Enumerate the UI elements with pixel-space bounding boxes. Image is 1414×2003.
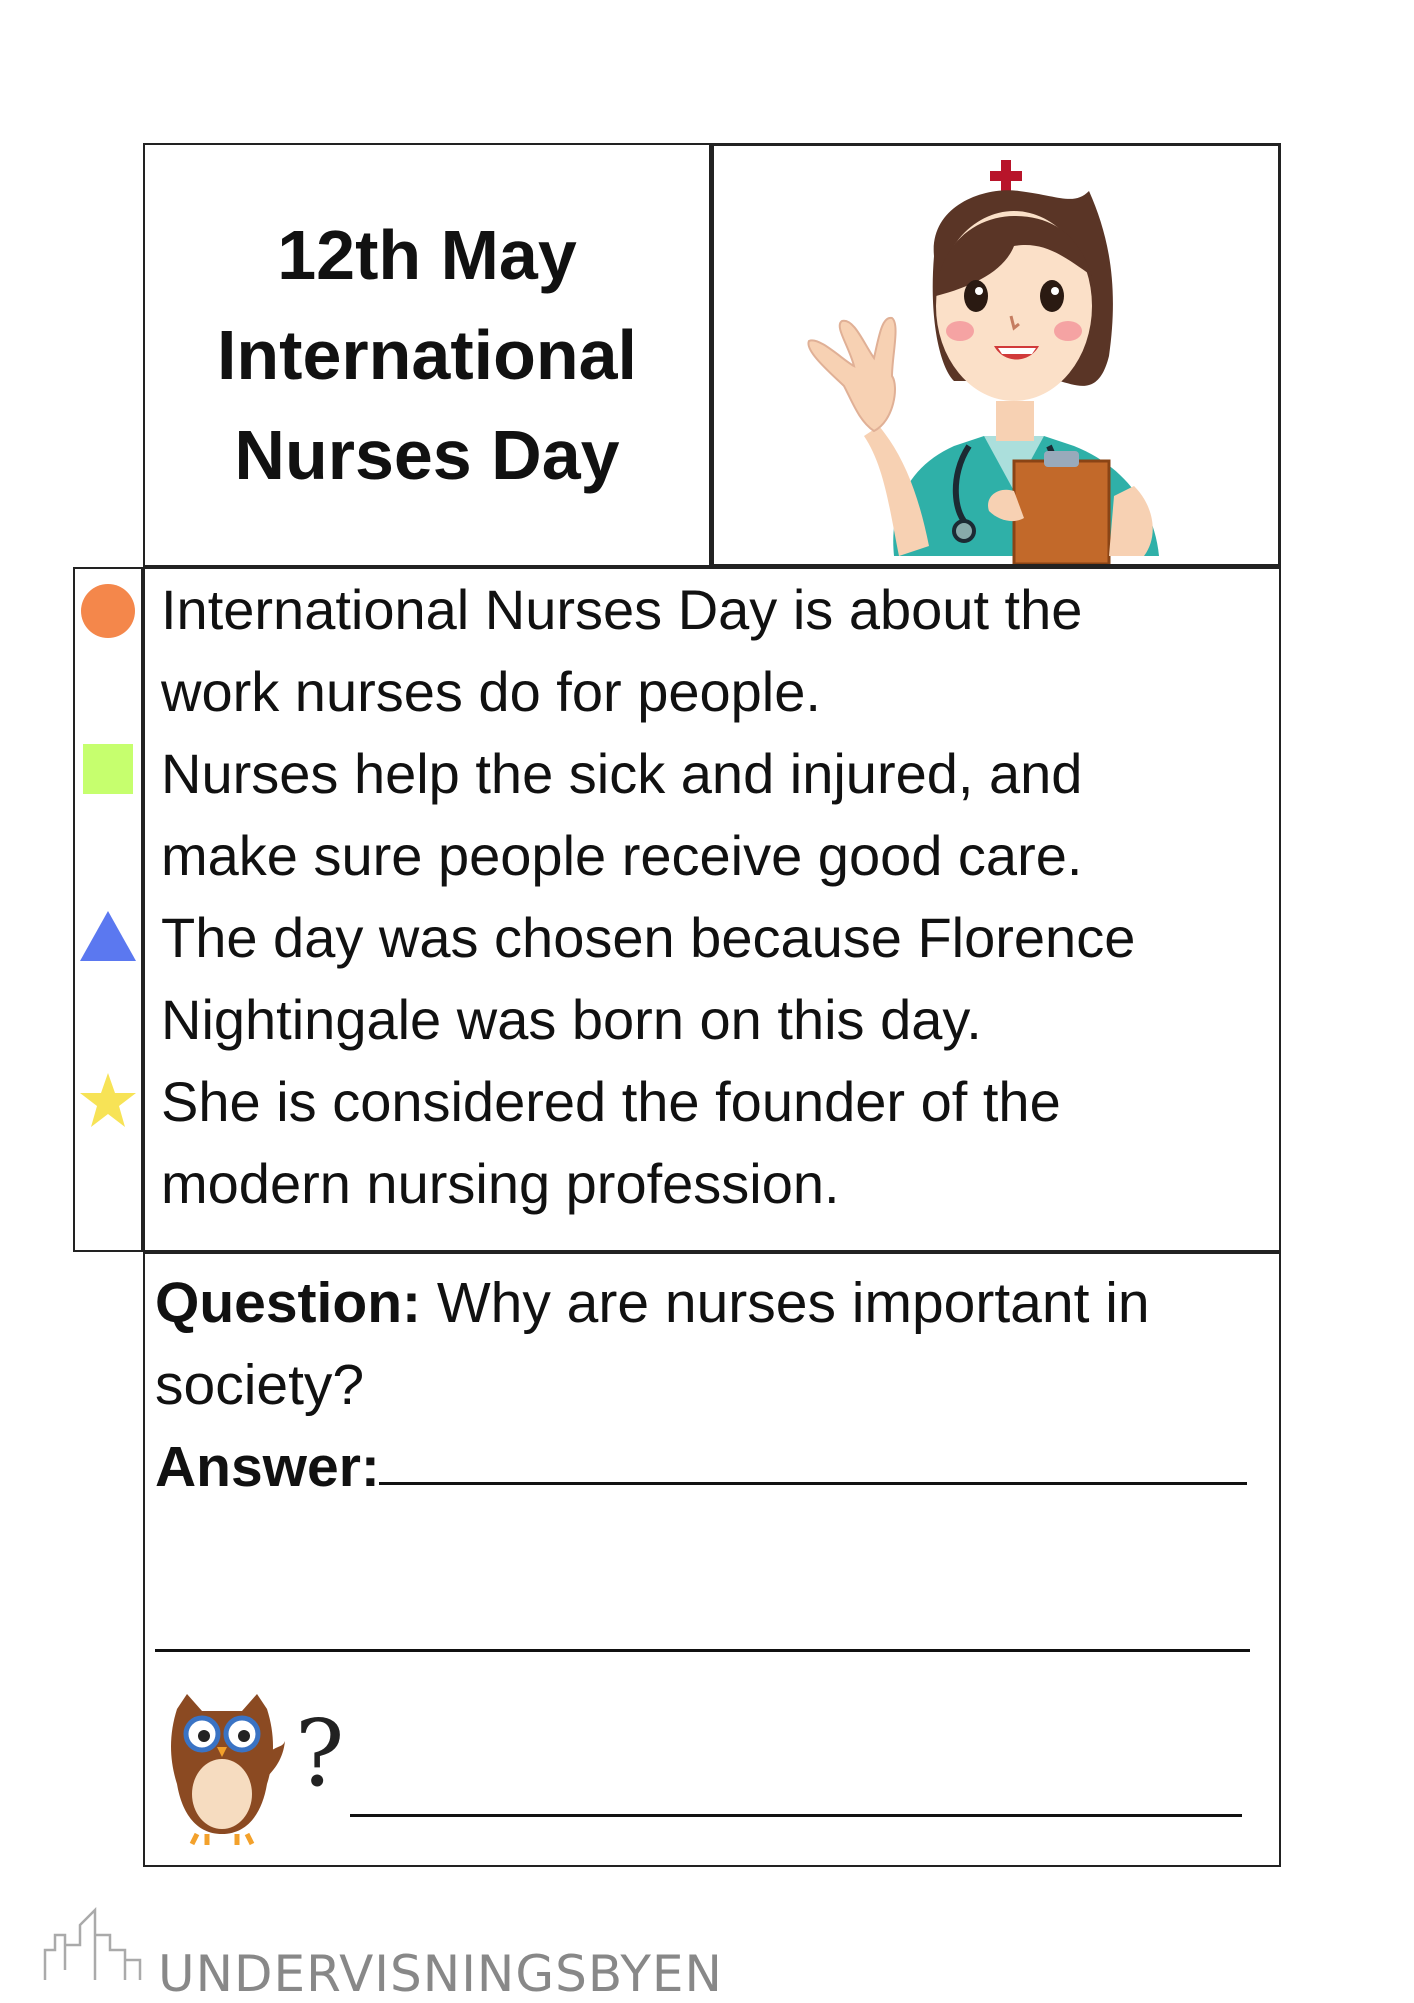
symbols-column [73,567,143,1252]
city-logo-icon [40,1890,150,1985]
blue-triangle-icon [78,909,138,963]
fact-line: The day was chosen because Florence [161,906,1136,969]
title-line-2: International [216,316,638,394]
question-line-2: society? [155,1353,365,1417]
title-box [143,143,711,567]
nurse-illustration [714,146,1278,564]
question-line [155,1262,1279,1344]
fact-line: modern nursing profession. [161,1152,840,1215]
answer-label: Answer: [155,1435,380,1499]
yellow-star-icon [78,1071,138,1131]
footer-brand: UNDERVISNINGSBYEN [158,1945,723,2003]
question-mark: ? [295,1700,345,1807]
fact-line: Nurses help the sick and injured, and [161,742,1083,805]
answer-blank-line-1[interactable] [379,1482,1247,1485]
fact-line: International Nurses Day is about the [161,578,1083,641]
question-text: Why are nurses important in [421,1271,1150,1335]
facts-text-box [143,567,1281,1252]
answer-blank-line-3[interactable] [350,1814,1242,1817]
orange-circle-icon [78,581,138,641]
question-label: Question: [155,1271,421,1335]
answer-line [155,1426,1279,1508]
answer-blank-line-2[interactable] [155,1649,1250,1652]
title-line-1: 12th May [277,216,577,294]
owl-icon [157,1689,287,1849]
fact-line: work nurses do for people. [161,660,821,723]
green-square-icon [81,742,135,796]
title-line-3: Nurses Day [234,416,620,494]
fact-line: She is considered the founder of the [161,1070,1061,1133]
fact-line: make sure people receive good care. [161,824,1083,887]
nurse-illustration-box [711,143,1281,567]
fact-line: Nightingale was born on this day. [161,988,982,1051]
